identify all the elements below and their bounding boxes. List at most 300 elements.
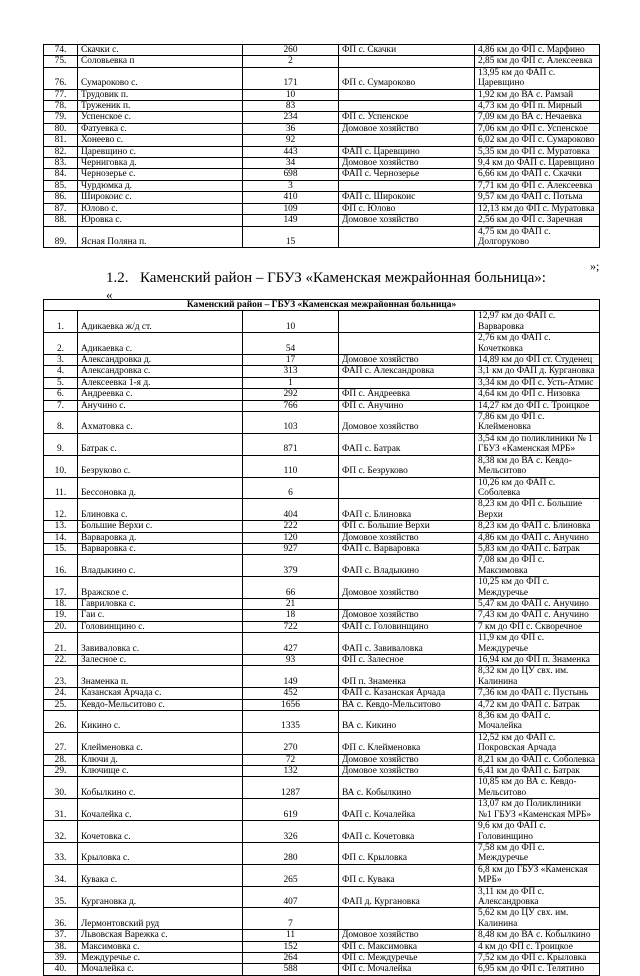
- row-number: 8.: [44, 412, 78, 434]
- nearest-facility-distance: 3,54 км до поликлиники № 1 ГБУЗ «Каменская МРБ»: [475, 433, 600, 455]
- settlement-name: Кобылкино с.: [78, 777, 243, 799]
- medical-facility: Домовое хозяйство: [339, 215, 475, 226]
- population: 149: [243, 215, 339, 226]
- row-number: 28.: [44, 754, 78, 765]
- nearest-facility-distance: 5,47 км до ФАП с. Анучино: [475, 598, 600, 609]
- population: 1335: [243, 711, 339, 733]
- settlement-name: Скачки с.: [78, 45, 243, 56]
- settlements-table-body: [44, 45, 600, 248]
- medical-facility: ФП с. Скачки: [339, 45, 475, 56]
- medical-facility: ФП с. Успенское: [339, 112, 475, 123]
- medical-facility: ФП с. Клейменовка: [339, 732, 475, 754]
- table-row: [44, 355, 600, 366]
- row-number: 6.: [44, 389, 78, 400]
- nearest-facility-distance: 10,85 км до ВА с. Кевдо-Мельситово: [475, 777, 600, 799]
- nearest-facility-distance: 9,6 км до ФАП с. Головинщино: [475, 821, 600, 843]
- nearest-facility-distance: 4,75 км до ФАП с. Долгоруково: [475, 226, 600, 248]
- row-number: 3.: [44, 355, 78, 366]
- population: 10: [243, 89, 339, 100]
- settlement-name: Чурдюмка д.: [78, 180, 243, 191]
- nearest-facility-distance: 3,1 км до ФАП д. Кургановка: [475, 366, 600, 377]
- settlement-name: Хонеево с.: [78, 135, 243, 146]
- medical-facility: ФАП д. Кургановка: [339, 886, 475, 908]
- table-row: [44, 577, 600, 599]
- medical-facility: [339, 135, 475, 146]
- medical-facility: [339, 180, 475, 191]
- row-number: 26.: [44, 711, 78, 733]
- population: 927: [243, 543, 339, 554]
- nearest-facility-distance: 4 км до ФП с. Троицкое: [475, 941, 600, 952]
- medical-facility: [339, 477, 475, 499]
- settlement-name: Соловьевка п: [78, 56, 243, 67]
- row-number: 77.: [44, 89, 78, 100]
- settlement-name: Безруково с.: [78, 455, 243, 477]
- medical-facility: ФАП с. Кочетовка: [339, 821, 475, 843]
- table-row: [44, 777, 600, 799]
- row-number: 81.: [44, 135, 78, 146]
- medical-facility: [339, 56, 475, 67]
- table-row: [44, 455, 600, 477]
- settlement-name: Трудовик п.: [78, 89, 243, 100]
- population: 1656: [243, 699, 339, 710]
- settlement-name: Гаи с.: [78, 610, 243, 621]
- nearest-facility-distance: 5,35 км до ФП с. Муратовка: [475, 146, 600, 157]
- nearest-facility-distance: 2,76 км до ФАП с. Кочетковка: [475, 333, 600, 355]
- nearest-facility-distance: 7,71 км до ФП с. Алексеевка: [475, 180, 600, 191]
- settlement-name: Ключи д.: [78, 754, 243, 765]
- nearest-facility-distance: 7,58 км до ФП с. Междуречье: [475, 842, 600, 864]
- medical-facility: ФАП с. Царевщино: [339, 146, 475, 157]
- settlement-name: Александровка с.: [78, 366, 243, 377]
- settlement-name: Труженик п.: [78, 101, 243, 112]
- population: 410: [243, 192, 339, 203]
- table-row: [44, 666, 600, 688]
- table-row: [44, 366, 600, 377]
- population: 103: [243, 412, 339, 434]
- nearest-facility-distance: 7,52 км до ФП с. Крыловка: [475, 952, 600, 963]
- population: 452: [243, 688, 339, 699]
- opening-quote: «: [106, 287, 113, 302]
- row-number: 16.: [44, 555, 78, 577]
- medical-facility: ФП с. Междуречье: [339, 952, 475, 963]
- medical-facility: Домовое хозяйство: [339, 532, 475, 543]
- row-number: 36.: [44, 908, 78, 930]
- table-row: [44, 215, 600, 226]
- table-row: [44, 864, 600, 886]
- row-number: 1.: [44, 311, 78, 333]
- settlement-name: Междуречье с.: [78, 952, 243, 963]
- settlement-name: Ахматовка с.: [78, 412, 243, 434]
- medical-facility: [339, 311, 475, 333]
- nearest-facility-distance: 4,72 км до ФАП с. Батрак: [475, 699, 600, 710]
- population: 443: [243, 146, 339, 157]
- settlement-name: Клейменовка с.: [78, 732, 243, 754]
- table-row: [44, 433, 600, 455]
- medical-facility: ФАП с. Батрак: [339, 433, 475, 455]
- settlement-name: Залесное с.: [78, 655, 243, 666]
- row-number: 27.: [44, 732, 78, 754]
- row-number: 5.: [44, 377, 78, 388]
- row-number: 34.: [44, 864, 78, 886]
- medical-facility: Домовое хозяйство: [339, 158, 475, 169]
- nearest-facility-distance: 7,36 км до ФАП с. Пустынь: [475, 688, 600, 699]
- population: 18: [243, 610, 339, 621]
- table-row: [44, 941, 600, 952]
- medical-facility: ФАП с. Александровка: [339, 366, 475, 377]
- nearest-facility-distance: 7,08 км до ФП с. Максимовка: [475, 555, 600, 577]
- population: 109: [243, 203, 339, 214]
- population: 34: [243, 158, 339, 169]
- medical-facility: ФАП с. Варваровка: [339, 543, 475, 554]
- nearest-facility-distance: 16,94 км до ФП п. Знаменка: [475, 655, 600, 666]
- nearest-facility-distance: 5,62 км до ЦУ свх. им. Калинина: [475, 908, 600, 930]
- settlement-name: Завиваловка с.: [78, 633, 243, 655]
- population: 1: [243, 377, 339, 388]
- nearest-facility-distance: 12,97 км до ФАП с. Варваровка: [475, 311, 600, 333]
- row-number: 74.: [44, 45, 78, 56]
- kamensky-table-body: [44, 300, 600, 976]
- settlement-name: Бессоновка д.: [78, 477, 243, 499]
- nearest-facility-distance: 10,26 км до ФАП с. Соболевка: [475, 477, 600, 499]
- nearest-facility-distance: 9,4 км до ФАП с. Царевщино: [475, 158, 600, 169]
- row-number: 86.: [44, 192, 78, 203]
- settlements-table-continued: [43, 44, 600, 248]
- row-number: 83.: [44, 158, 78, 169]
- settlement-name: Батрак с.: [78, 433, 243, 455]
- nearest-facility-distance: 6,66 км до ФАП с. Скачки: [475, 169, 600, 180]
- settlement-name: Гавриловка с.: [78, 598, 243, 609]
- table-row: [44, 610, 600, 621]
- population: 407: [243, 886, 339, 908]
- medical-facility: ФП с. Андреевка: [339, 389, 475, 400]
- table-row: [44, 56, 600, 67]
- table-row: [44, 766, 600, 777]
- row-number: 79.: [44, 112, 78, 123]
- table-row: [44, 555, 600, 577]
- section-number: 1.2.: [106, 270, 129, 286]
- row-number: 23.: [44, 666, 78, 688]
- settlement-name: Знаменка п.: [78, 666, 243, 688]
- nearest-facility-distance: 8,48 км до ВА с. Кобылкино: [475, 930, 600, 941]
- medical-facility: ФП с. Залесное: [339, 655, 475, 666]
- population: 92: [243, 135, 339, 146]
- population: 1287: [243, 777, 339, 799]
- table-row: [44, 821, 600, 843]
- population: 379: [243, 555, 339, 577]
- medical-facility: ФП с. Кувака: [339, 864, 475, 886]
- table-row: [44, 45, 600, 56]
- nearest-facility-distance: 6,8 км до ГБУЗ «Каменская МРБ»: [475, 864, 600, 886]
- table-row: [44, 89, 600, 100]
- kamensky-district-table: [43, 299, 600, 976]
- population: 326: [243, 821, 339, 843]
- section-title: Каменский район – ГБУЗ «Каменская межрайонная больница»:: [140, 270, 546, 286]
- medical-facility: Домовое хозяйство: [339, 355, 475, 366]
- settlement-name: Царевщино с.: [78, 146, 243, 157]
- nearest-facility-distance: 13,07 км до Поликлиники №1 ГБУЗ «Каменская МРБ»: [475, 799, 600, 821]
- population: 270: [243, 732, 339, 754]
- medical-facility: ФАП с. Казанская Арчада: [339, 688, 475, 699]
- table-row: [44, 543, 600, 554]
- nearest-facility-distance: 10,25 км до ФП с. Междуречье: [475, 577, 600, 599]
- row-number: 35.: [44, 886, 78, 908]
- medical-facility: Домовое хозяйство: [339, 412, 475, 434]
- section-heading: [106, 270, 546, 287]
- nearest-facility-distance: 7,86 км до ФП с. Клейменовка: [475, 412, 600, 434]
- medical-facility: ФАП с. Головинщино: [339, 621, 475, 632]
- population: 222: [243, 521, 339, 532]
- row-number: 25.: [44, 699, 78, 710]
- table-row: [44, 699, 600, 710]
- table-row: [44, 952, 600, 963]
- population: 280: [243, 842, 339, 864]
- settlement-name: Варваровка д.: [78, 532, 243, 543]
- population: 264: [243, 952, 339, 963]
- medical-facility: ФАП с. Владыкино: [339, 555, 475, 577]
- row-number: 87.: [44, 203, 78, 214]
- medical-facility: ФП с. Большие Верхи: [339, 521, 475, 532]
- medical-facility: ВА с. Кевдо-Мельситово: [339, 699, 475, 710]
- settlement-name: Кочетовка с.: [78, 821, 243, 843]
- settlement-name: Александровка д.: [78, 355, 243, 366]
- nearest-facility-distance: 11,9 км до ФП с. Междуречье: [475, 633, 600, 655]
- nearest-facility-distance: 6,41 км до ФАП с. Батрак: [475, 766, 600, 777]
- population: 2: [243, 56, 339, 67]
- population: 7: [243, 908, 339, 930]
- settlement-name: Юлово с.: [78, 203, 243, 214]
- row-number: 9.: [44, 433, 78, 455]
- settlement-name: Анучино с.: [78, 400, 243, 411]
- medical-facility: [339, 226, 475, 248]
- nearest-facility-distance: 13,95 км до ФАП с. Царевщино: [475, 67, 600, 89]
- medical-facility: ВА с. Кикино: [339, 711, 475, 733]
- medical-facility: [339, 377, 475, 388]
- nearest-facility-distance: 6,95 км до ФП с. Телятино: [475, 964, 600, 975]
- row-number: 24.: [44, 688, 78, 699]
- table-row: [44, 732, 600, 754]
- nearest-facility-distance: 12,13 км до ФП с. Муратовка: [475, 203, 600, 214]
- row-number: 39.: [44, 952, 78, 963]
- nearest-facility-distance: 12,52 км до ФАП с. Покровская Арчада: [475, 732, 600, 754]
- row-number: 4.: [44, 366, 78, 377]
- table-row: [44, 908, 600, 930]
- nearest-facility-distance: 8,23 км до ФАП с. Блиновка: [475, 521, 600, 532]
- table-row: [44, 123, 600, 134]
- table-row: [44, 135, 600, 146]
- nearest-facility-distance: 9,57 км до ФАП с. Потьма: [475, 192, 600, 203]
- medical-facility: ФП с. Крыловка: [339, 842, 475, 864]
- population: 698: [243, 169, 339, 180]
- population: 72: [243, 754, 339, 765]
- row-number: 33.: [44, 842, 78, 864]
- table-row: [44, 400, 600, 411]
- nearest-facility-distance: 4,64 км до ФП с. Низовка: [475, 389, 600, 400]
- medical-facility: Домовое хозяйство: [339, 766, 475, 777]
- table-row: [44, 112, 600, 123]
- settlement-name: Фатуевка с.: [78, 123, 243, 134]
- table-row: [44, 169, 600, 180]
- table-row: [44, 377, 600, 388]
- table-row: [44, 655, 600, 666]
- table-row: [44, 930, 600, 941]
- settlement-name: Ключище с.: [78, 766, 243, 777]
- settlement-name: Кевдо-Мельситово с.: [78, 699, 243, 710]
- population: 619: [243, 799, 339, 821]
- population: 871: [243, 433, 339, 455]
- nearest-facility-distance: 2,85 км до ФП с. Алексеевка: [475, 56, 600, 67]
- row-number: 78.: [44, 101, 78, 112]
- population: 54: [243, 333, 339, 355]
- population: 3: [243, 180, 339, 191]
- settlement-name: Кикино с.: [78, 711, 243, 733]
- table-row: [44, 226, 600, 248]
- table-row: [44, 621, 600, 632]
- row-number: 18.: [44, 598, 78, 609]
- settlement-name: Алексеевка 1-я д.: [78, 377, 243, 388]
- settlement-name: Кувака с.: [78, 864, 243, 886]
- row-number: 10.: [44, 455, 78, 477]
- nearest-facility-distance: 4,86 км до ФП с. Марфино: [475, 45, 600, 56]
- table-row: [44, 754, 600, 765]
- nearest-facility-distance: 1,92 км до ВА с. Рамзай: [475, 89, 600, 100]
- settlement-name: Варваровка с.: [78, 543, 243, 554]
- table-row: [44, 146, 600, 157]
- table-title-row: [44, 300, 600, 311]
- settlement-name: Блиновка с.: [78, 499, 243, 521]
- row-number: 17.: [44, 577, 78, 599]
- settlement-name: Черниговка д.: [78, 158, 243, 169]
- population: 292: [243, 389, 339, 400]
- population: 11: [243, 930, 339, 941]
- population: 83: [243, 101, 339, 112]
- settlement-name: Чернозерье с.: [78, 169, 243, 180]
- row-number: 14.: [44, 532, 78, 543]
- settlement-name: Кургановка д.: [78, 886, 243, 908]
- table-row: [44, 333, 600, 355]
- nearest-facility-distance: 7,43 км до ФАП с. Анучино: [475, 610, 600, 621]
- medical-facility: ФАП с. Завиваловка: [339, 633, 475, 655]
- population: 588: [243, 964, 339, 975]
- medical-facility: Домовое хозяйство: [339, 930, 475, 941]
- settlement-name: Лермонтовский руд: [78, 908, 243, 930]
- table-row: [44, 158, 600, 169]
- nearest-facility-distance: 7,09 км до ВА с. Нечаевка: [475, 112, 600, 123]
- table-row: [44, 101, 600, 112]
- nearest-facility-distance: 8,23 км до ФП с. Большие Верхи: [475, 499, 600, 521]
- row-number: 75.: [44, 56, 78, 67]
- row-number: 21.: [44, 633, 78, 655]
- medical-facility: Домовое хозяйство: [339, 610, 475, 621]
- row-number: 76.: [44, 67, 78, 89]
- settlement-name: Головинщино с.: [78, 621, 243, 632]
- row-number: 19.: [44, 610, 78, 621]
- table-row: [44, 711, 600, 733]
- settlement-name: Крыловка с.: [78, 842, 243, 864]
- nearest-facility-distance: 2,56 км до ФП с. Заречная: [475, 215, 600, 226]
- row-number: 22.: [44, 655, 78, 666]
- nearest-facility-distance: 8,21 км до ФАП с. Соболевка: [475, 754, 600, 765]
- medical-facility: ФП с. Безруково: [339, 455, 475, 477]
- table-row: [44, 598, 600, 609]
- row-number: 29.: [44, 766, 78, 777]
- medical-facility: Домовое хозяйство: [339, 577, 475, 599]
- row-number: 38.: [44, 941, 78, 952]
- population: 110: [243, 455, 339, 477]
- table-row: [44, 412, 600, 434]
- population: 6: [243, 477, 339, 499]
- medical-facility: ФП п. Знаменка: [339, 666, 475, 688]
- row-number: 80.: [44, 123, 78, 134]
- table-row: [44, 964, 600, 975]
- table-row: [44, 389, 600, 400]
- row-number: 13.: [44, 521, 78, 532]
- population: 234: [243, 112, 339, 123]
- nearest-facility-distance: 3,11 км до ФП с. Александровка: [475, 886, 600, 908]
- settlement-name: Максимовка с.: [78, 941, 243, 952]
- table-row: [44, 521, 600, 532]
- population: 15: [243, 226, 339, 248]
- table-row: [44, 180, 600, 191]
- row-number: 84.: [44, 169, 78, 180]
- row-number: 7.: [44, 400, 78, 411]
- population: 17: [243, 355, 339, 366]
- medical-facility: [339, 89, 475, 100]
- row-number: 85.: [44, 180, 78, 191]
- medical-facility: ФАП с. Кочалейка: [339, 799, 475, 821]
- table-row: [44, 203, 600, 214]
- medical-facility: [339, 908, 475, 930]
- nearest-facility-distance: 4,73 км до ФП п. Мирный: [475, 101, 600, 112]
- settlement-name: Ясная Поляна п.: [78, 226, 243, 248]
- row-number: 37.: [44, 930, 78, 941]
- table-row: [44, 532, 600, 543]
- medical-facility: ФАП с. Широкоис: [339, 192, 475, 203]
- row-number: 82.: [44, 146, 78, 157]
- medical-facility: ФП с. Мочалейка: [339, 964, 475, 975]
- table-row: [44, 842, 600, 864]
- settlement-name: Казанская Арчада с.: [78, 688, 243, 699]
- settlement-name: Вражское с.: [78, 577, 243, 599]
- population: 427: [243, 633, 339, 655]
- nearest-facility-distance: 7,06 км до ФП с. Успенское: [475, 123, 600, 134]
- table-row: [44, 192, 600, 203]
- settlement-name: Широкоис с.: [78, 192, 243, 203]
- population: 93: [243, 655, 339, 666]
- row-number: 30.: [44, 777, 78, 799]
- table-row: [44, 799, 600, 821]
- settlement-name: Владыкино с.: [78, 555, 243, 577]
- medical-facility: ФП с. Юлово: [339, 203, 475, 214]
- row-number: 15.: [44, 543, 78, 554]
- row-number: 32.: [44, 821, 78, 843]
- medical-facility: Домовое хозяйство: [339, 123, 475, 134]
- row-number: 12.: [44, 499, 78, 521]
- population: 120: [243, 532, 339, 543]
- row-number: 2.: [44, 333, 78, 355]
- medical-facility: [339, 598, 475, 609]
- medical-facility: ФАП с. Чернозерье: [339, 169, 475, 180]
- settlement-name: Львовская Варежка с.: [78, 930, 243, 941]
- row-number: 88.: [44, 215, 78, 226]
- row-number: 11.: [44, 477, 78, 499]
- row-number: 20.: [44, 621, 78, 632]
- nearest-facility-distance: 4,86 км до ФАП с. Анучино: [475, 532, 600, 543]
- medical-facility: ФП с. Сумароково: [339, 67, 475, 89]
- nearest-facility-distance: 7 км до ФП с. Скворечное: [475, 621, 600, 632]
- closing-quote-semicolon: »;: [590, 259, 600, 273]
- nearest-facility-distance: 8,36 км до ФАП с. Мочалейка: [475, 711, 600, 733]
- population: 66: [243, 577, 339, 599]
